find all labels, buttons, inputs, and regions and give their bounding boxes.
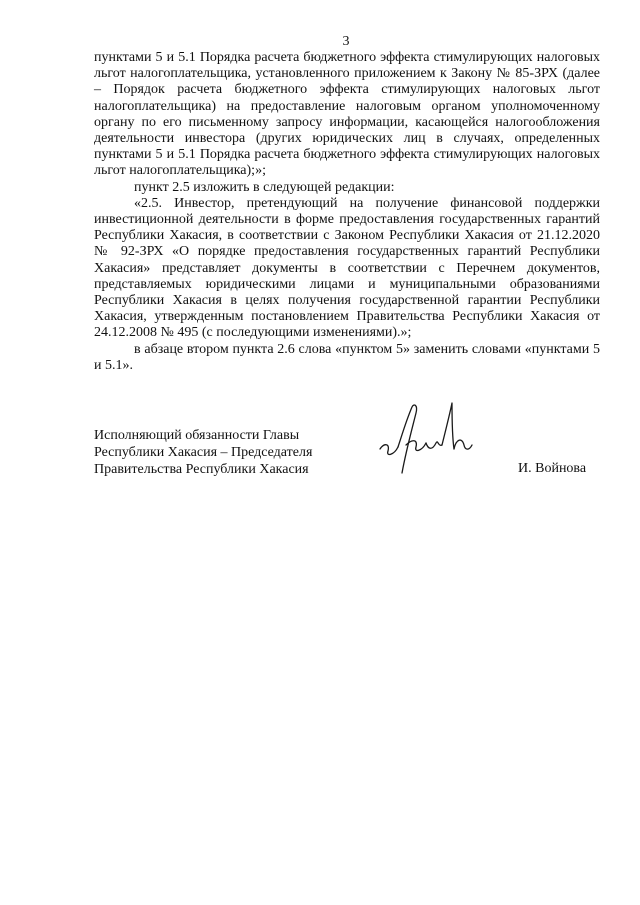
paragraph-amendment-intro: пункт 2.5 изложить в следующей редакции: bbox=[134, 179, 395, 195]
signatory-position-line: Республики Хакасия – Председателя bbox=[94, 445, 313, 460]
paragraph-clause-2-5: «2.5. Инвестор, претендующий на получение финансовой поддержки инвестиционной деятельности в форме предоставления государственных гарантий Республики Хакасия, в соответствии с Законом Республики Хакасия от 21.12.2020 № 92-ЗРХ «О порядке предоставления государственных гарантий Республики Хакасия» представляет документы в соответствии с Перечнем документов, представляемых юридическими лицами и муниципальными образованиями Республики Хакасия в целях получения государственной гарантии Республики Хакасия, утвержденным постановлением Правительства Республики Хакасия от 24.12.2008 № 495 (с последующими изменениями).»; bbox=[94, 195, 600, 341]
signatory-position bbox=[94, 427, 312, 478]
signatory-name: И. Войнова bbox=[518, 461, 587, 476]
signatory-position-line: Правительства Республики Хакасия bbox=[94, 462, 309, 477]
handwritten-signature bbox=[372, 395, 477, 477]
signatory-position-line: Исполняющий обязанности Главы bbox=[94, 428, 300, 443]
paragraph-continuation: пунктами 5 и 5.1 Порядка расчета бюджетного эффекта стимулирующих налоговых льгот налогоплательщика, установленного приложением к Закону № 85-ЗРХ (далее – Порядок расчета бюджетного эффекта стимулирующих налоговых льгот налогоплательщика) на предоставление налоговым органом уполномоченному органу по его письменному запросу информации, касающейся налогообложения деятельности инвестора (других юридических лиц в случаях, определенных пунктами 5 и 5.1 Порядка расчета бюджетного эффекта стимулирующих налоговых льгот налогоплательщика);»; bbox=[94, 50, 600, 179]
paragraph-clause-2-6: в абзаце втором пункта 2.6 слова «пунктом 5» заменить словами «пунктами 5 и 5.1». bbox=[94, 341, 600, 373]
page-number: 3 bbox=[342, 34, 350, 49]
document-body bbox=[94, 50, 600, 374]
